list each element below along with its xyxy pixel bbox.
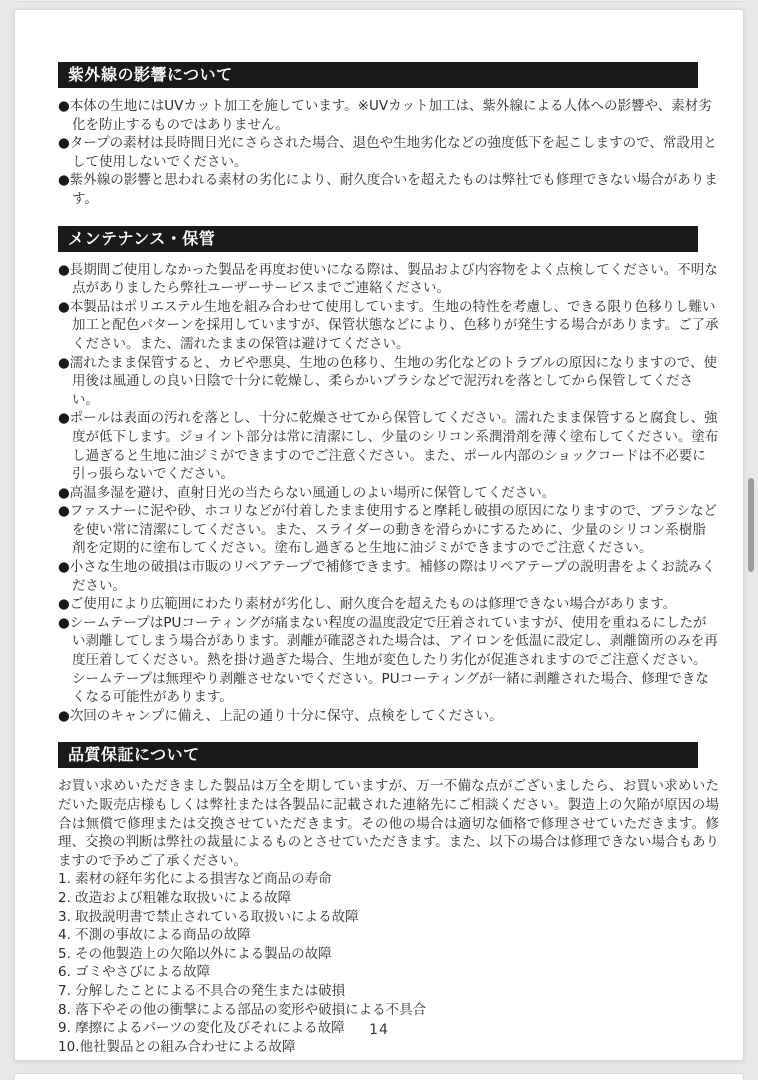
- bullet-text: 濡れたまま保管すると、カビや悪臭、生地の色移り、生地の劣化などのトラブルの原因になりますので、使用後は風通しの良い日陰で十分に乾燥し、柔らかいブラシなどで泥汚れを落としてから保管してください。: [69, 354, 717, 408]
- bullet-marker: ●: [58, 484, 70, 501]
- numbered-item: 9. 摩擦によるパーツの変化及びそれによる故障: [58, 1020, 345, 1037]
- bullet-marker: ●: [58, 559, 70, 576]
- bullet-item: [58, 484, 719, 503]
- bullet-item: [58, 409, 719, 483]
- bullet-item: [58, 558, 719, 595]
- bullet-marker: ●: [58, 707, 70, 724]
- bullet-item: [58, 502, 719, 558]
- bullet-item: [58, 707, 719, 726]
- bullet-marker: ●: [58, 135, 70, 152]
- bullet-text: 高温多湿を避け、直射日光の当たらない風通しのよい場所に保管してください。: [69, 484, 556, 501]
- bullet-item: [58, 171, 719, 208]
- bullet-item: [58, 134, 719, 171]
- page-number: 14: [369, 1022, 389, 1038]
- bullet-item: [58, 595, 719, 614]
- bullet-text: ご使用により広範囲にわたり素材が劣化し、耐久度合を超えたものは修理できない場合があります。: [69, 596, 677, 613]
- numbered-item: 4. 不測の事故による商品の故障: [58, 927, 251, 944]
- bullet-text: タープの素材は長時間日光にさらされた場合、退色や生地劣化などの強度低下を起こしますので、常設用として使用しないでください。: [69, 135, 717, 170]
- scrollbar[interactable]: [747, 0, 756, 1080]
- bullet-marker: ●: [58, 503, 70, 520]
- numbered-item: 2. 改造および粗雑な取扱いによる故障: [58, 889, 292, 906]
- warranty-paragraph: お買い求めいただきました製品は万全を期していますが、万一不備な点がございましたら、お買い求めいただいた販売店様もしくは弊社または各製品に記載された連絡先にご相談ください。製造上の欠陥が原因の場合は無償で修理または交換させていただきます。その他の場合は適切な価格で修理させていただきます。修理、交換の判断は弊社の裁量によるものとさせていただきます。また、以下の場合は修理できない場合もありますので予めご了承ください。: [58, 778, 719, 869]
- section-header-warranty: 品質保証について: [58, 742, 698, 768]
- bullet-marker: ●: [58, 596, 70, 613]
- numbered-item: 8. 落下やその他の衝撃による部品の変形や破損による不具合: [58, 1001, 427, 1018]
- bullet-item: [58, 97, 719, 134]
- bullet-text: 小さな生地の破損は市販のリペアテープで補修できます。補修の際はリペアテープの説明書をよくお読みください。: [69, 559, 716, 594]
- bullet-item: [58, 261, 719, 298]
- bullet-marker: ●: [58, 298, 70, 315]
- bullet-marker: ●: [58, 354, 70, 371]
- document-page: [14, 9, 744, 1061]
- bullet-marker: ●: [58, 172, 70, 189]
- bullet-marker: ●: [58, 261, 70, 278]
- maintenance-bullet-list: [58, 261, 719, 726]
- bullet-text: ポールは表面の汚れを落とし、十分に乾燥させてから保管してください。濡れたまま保管すると腐食し、強度が低下します。ジョイント部分は常に清潔にし、少量のシリコン系潤滑剤を薄く塗布してください。塗布し過ぎると生地に油ジミができますのでご注意ください。また、ポール内部のショックコードは不必要に引っ張らないでください。: [69, 410, 719, 483]
- numbered-item: 7. 分解したことによる不具合の発生または破損: [58, 982, 346, 999]
- bullet-text: ファスナーに泥や砂、ホコリなどが付着したまま使用すると摩耗し破損の原因になりますので、ブラシなどを使い常に清潔にしてください。また、スライダーの動きを滑らかにするために、少量のシリコン系樹脂剤を定期的に塗布してください。塗布し過ぎると生地に油ジミができますのでご注意ください。: [69, 503, 717, 557]
- bullet-item: [58, 614, 719, 707]
- numbered-item: 5. その他製造上の欠陥以外による製品の故障: [58, 945, 332, 962]
- section-header-uv: 紫外線の影響について: [58, 62, 698, 88]
- section-header-maintenance: メンテナンス・保管: [58, 226, 698, 252]
- bullet-item: [58, 354, 719, 410]
- scrollbar-thumb[interactable]: [748, 478, 754, 572]
- numbered-item: 6. ゴミやさびによる故障: [58, 964, 211, 981]
- bullet-item: [58, 298, 719, 354]
- bullet-text: 次回のキャンプに備え、上記の通り十分に保守、点検をしてください。: [69, 707, 503, 724]
- next-page-edge: [14, 1073, 744, 1080]
- numbered-item: 10.他社製品との組み合わせによる故障: [58, 1038, 296, 1055]
- previous-page-edge: [14, 0, 744, 2]
- bullet-marker: ●: [58, 410, 70, 427]
- bullet-text: シームテープはPUコーティングが痛まない程度の温度設定で圧着されていますが、使用を重ねるにしたがい剥離してしまう場合があります。剥離が確認された場合は、アイロンを低温に設定し、剥離箇所のみを再度圧着してください。熱を掛け過ぎた場合、生地が変色したり劣化が促進されますのでご注意ください。シームテープは無理やり剥離させないでください。PUコーティングが一緒に剥離された場合、修理できなくなる可能性があります。: [69, 614, 718, 706]
- bullet-text: 本体の生地にはUVカット加工を施しています。※UVカット加工は、紫外線による人体への影響や、素材劣化を防止するものではありません。: [69, 98, 712, 133]
- bullet-text: 長期間ご使用しなかった製品を再度お使いになる際は、製品および内容物をよく点検してください。不明な点がありましたら弊社ユーザーサービスまでご連絡ください。: [69, 261, 718, 297]
- bullet-marker: ●: [58, 614, 70, 631]
- bullet-text: 紫外線の影響と思われる素材の劣化により、耐久度合いを超えたものは弊社でも修理できない場合があります。: [69, 172, 718, 207]
- numbered-item: 1. 素材の経年劣化による損害など商品の寿命: [58, 871, 332, 888]
- numbered-item: 3. 取扱説明書で禁止されている取扱いによる故障: [58, 908, 359, 925]
- bullet-marker: ●: [58, 98, 70, 114]
- bullet-text: 本製品はポリエステル生地を組み合わせて使用しています。生地の特性を考慮し、できる限り色移りし難い加工と配色パターンを採用していますが、保管状態などにより、色移りが発生する場合があります。ご了承ください。また、濡れたままの保管は避けてください。: [69, 298, 719, 352]
- uv-bullet-list: [58, 97, 719, 209]
